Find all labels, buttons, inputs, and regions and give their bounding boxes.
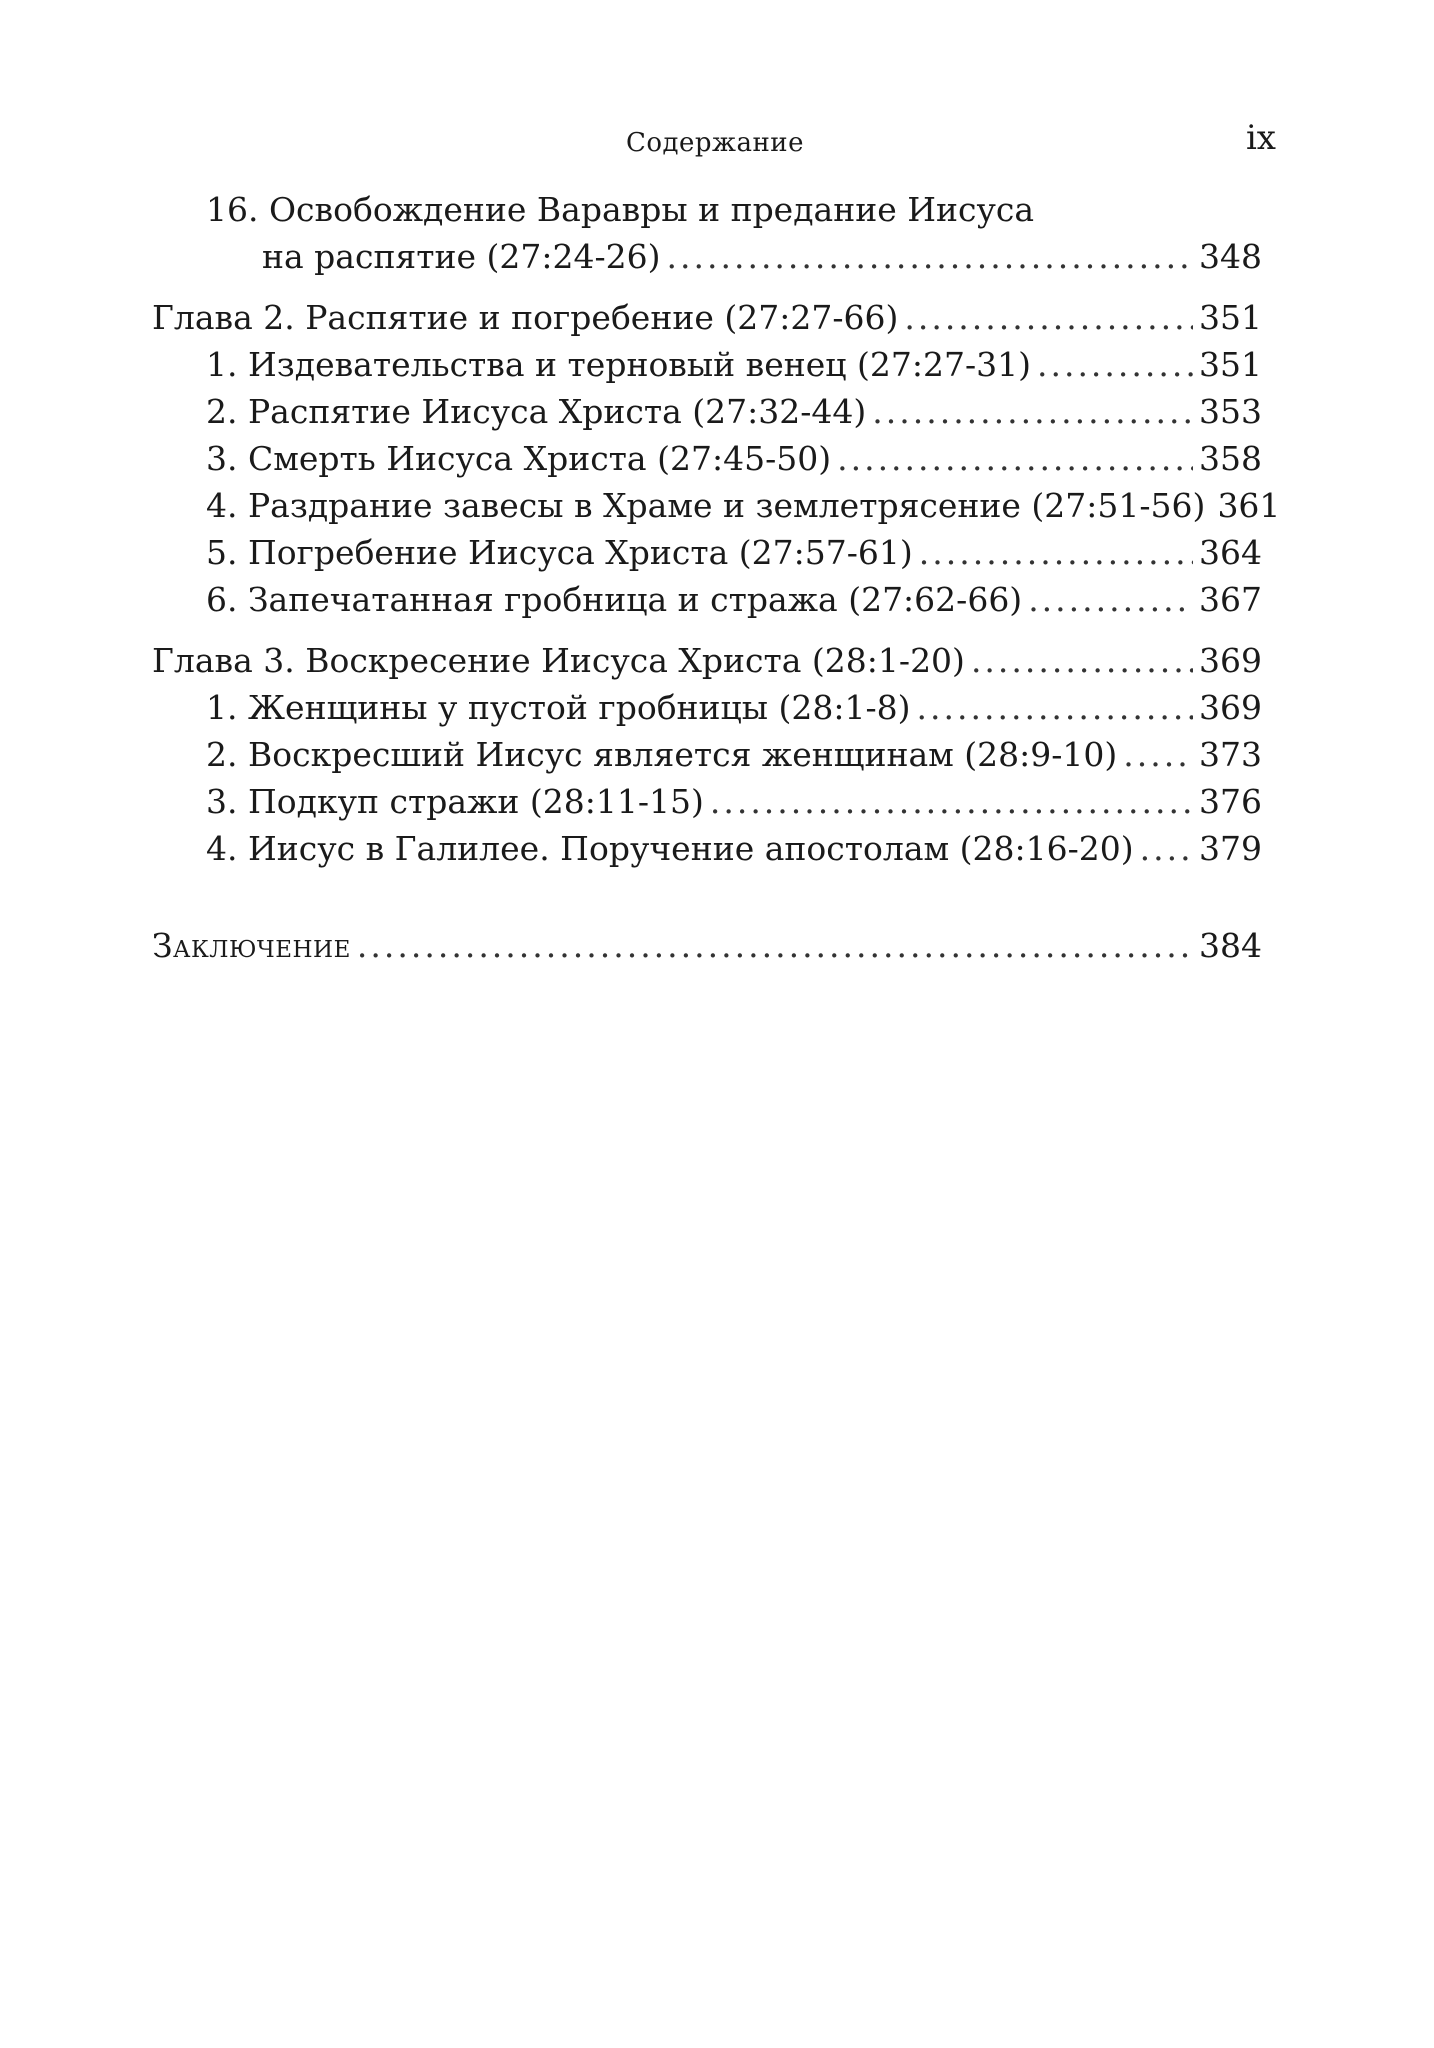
dot-leader bbox=[971, 637, 1193, 684]
toc-chapter-title: Глава 2. Распятие и погребение (27:27-66) bbox=[152, 298, 899, 337]
toc-entry-title: 2. Воскресший Иисус является женщинам (28:9-10) bbox=[206, 735, 1118, 774]
toc-entry[interactable] bbox=[152, 388, 1262, 435]
toc-entry-page: 351 bbox=[1199, 345, 1262, 384]
toc-entry[interactable] bbox=[152, 435, 1262, 482]
toc-entry-page: 348 bbox=[1199, 237, 1262, 276]
toc-chapter-title: Глава 3. Воскресение Иисуса Христа (28:1-20) bbox=[152, 641, 965, 680]
page-number: ix bbox=[1245, 118, 1276, 158]
toc-entry[interactable] bbox=[152, 825, 1262, 872]
table-of-contents bbox=[152, 186, 1281, 969]
toc-chapter[interactable] bbox=[152, 294, 1262, 341]
toc-entry[interactable] bbox=[152, 186, 1262, 233]
toc-entry-page: 353 bbox=[1199, 392, 1262, 431]
toc-conclusion-page: 384 bbox=[1199, 926, 1262, 965]
running-header-title: Содержание bbox=[625, 128, 805, 158]
dot-leader bbox=[837, 435, 1193, 482]
dot-leader bbox=[357, 922, 1193, 969]
toc-entry-title: 1. Женщины у пустой гробницы (28:1-8) bbox=[206, 688, 911, 727]
dot-leader bbox=[1123, 731, 1193, 778]
toc-entry-title: 5. Погребение Иисуса Христа (27:57-61) bbox=[206, 533, 913, 572]
dot-leader bbox=[904, 294, 1193, 341]
toc-entry-title: 4. Раздрание завесы в Храме и землетрясение (27:51-56) bbox=[206, 486, 1206, 525]
toc-entry-page: 361 bbox=[1217, 486, 1281, 525]
toc-entry-page: 358 bbox=[1199, 439, 1262, 478]
dot-leader bbox=[917, 684, 1193, 731]
toc-entry[interactable] bbox=[152, 233, 1262, 280]
dot-leader bbox=[667, 233, 1193, 280]
toc-entry[interactable] bbox=[152, 341, 1262, 388]
toc-entry[interactable] bbox=[152, 684, 1262, 731]
dot-leader bbox=[872, 388, 1193, 435]
toc-chapter-page: 369 bbox=[1199, 641, 1262, 680]
toc-entry-title: 16. Освобождение Варавры и предание Иисуса bbox=[206, 190, 1035, 229]
toc-entry[interactable] bbox=[152, 778, 1262, 825]
toc-entry[interactable] bbox=[152, 529, 1262, 576]
toc-entry[interactable] bbox=[152, 482, 1281, 529]
toc-entry-page: 367 bbox=[1199, 580, 1262, 619]
toc-entry-title: 3. Подкуп стражи (28:11-15) bbox=[206, 782, 704, 821]
toc-entry-title: 1. Издевательства и терновый венец (27:27-31) bbox=[206, 345, 1031, 384]
dot-leader bbox=[1028, 576, 1193, 623]
toc-entry-title: 4. Иисус в Галилее. Поручение апостолам (28:16-20) bbox=[206, 829, 1134, 868]
toc-chapter-page: 351 bbox=[1199, 298, 1262, 337]
toc-entry[interactable] bbox=[152, 731, 1262, 778]
toc-entry-page: 379 bbox=[1199, 829, 1262, 868]
toc-conclusion-title: Заключение bbox=[152, 926, 351, 965]
dot-leader bbox=[710, 778, 1193, 825]
toc-entry-title: 3. Смерть Иисуса Христа (27:45-50) bbox=[206, 439, 832, 478]
toc-chapter[interactable] bbox=[152, 637, 1262, 684]
dot-leader bbox=[919, 529, 1193, 576]
toc-entry-page: 373 bbox=[1199, 735, 1262, 774]
toc-conclusion[interactable] bbox=[152, 922, 1262, 969]
toc-entry[interactable] bbox=[152, 576, 1262, 623]
dot-leader bbox=[1037, 341, 1193, 388]
toc-entry-title: на распятие (27:24-26) bbox=[262, 237, 661, 276]
toc-entry-page: 376 bbox=[1199, 782, 1262, 821]
dot-leader bbox=[1140, 825, 1193, 872]
toc-entry-title: 6. Запечатанная гробница и стража (27:62-66) bbox=[206, 580, 1023, 619]
toc-entry-page: 369 bbox=[1199, 688, 1262, 727]
toc-entry-page: 364 bbox=[1199, 533, 1262, 572]
toc-entry-title: 2. Распятие Иисуса Христа (27:32-44) bbox=[206, 392, 867, 431]
